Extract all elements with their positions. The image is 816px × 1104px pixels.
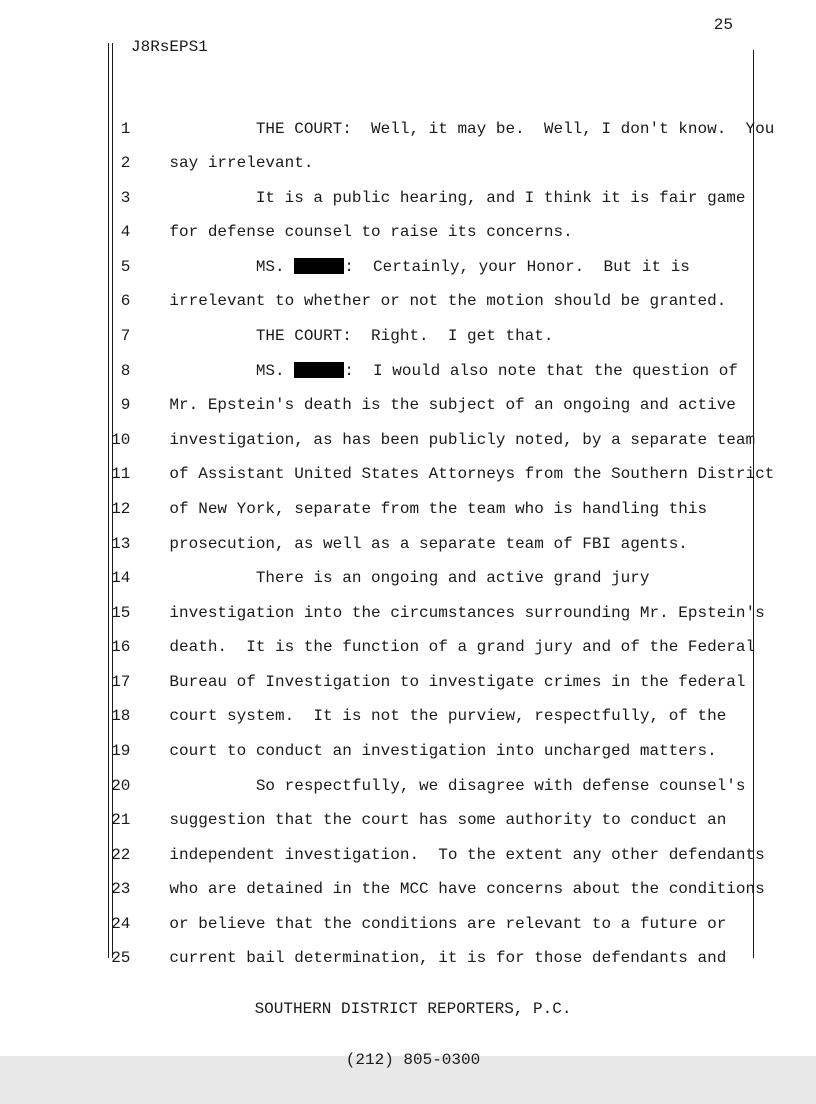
line-text: Mr. Epstein's death is the subject of an ongoing and active [169,396,736,415]
line-text: who are detained in the MCC have concerns about the conditions [169,880,765,899]
line-number: 11 [111,465,131,484]
line-text: investigation, as has been publicly noted, by a separate team [169,430,756,449]
line-text: court to conduct an investigation into uncharged matters. [169,741,717,760]
line-text: It is a public hearing, and I think it is fair game [169,188,746,207]
line-number: 8 [120,361,131,380]
line-number: 20 [111,776,131,795]
line-text: death. It is the function of a grand jury and of the Federal [169,638,756,657]
line-number: 6 [120,292,131,311]
line-number: 3 [120,188,131,207]
line-number: 17 [111,672,131,691]
redaction-box [294,258,344,274]
line-number: 24 [111,914,131,933]
line-number: 10 [111,430,131,449]
line-number: 18 [111,707,131,726]
line-text: MS. : I would also note that the question of [169,361,738,380]
line-text: of New York, separate from the team who is handling this [169,499,708,518]
line-number: 22 [111,845,131,864]
line-text: court system. It is not the purview, respectfully, of the [169,707,727,726]
line-number: 15 [111,603,131,622]
line-text: THE COURT: Right. I get that. [169,327,554,346]
line-text: There is an ongoing and active grand jury [169,569,650,588]
reporter-footer [10,966,816,1104]
line-text: Bureau of Investigation to investigate crimes in the federal [169,672,746,691]
line-text: prosecution, as well as a separate team of FBI agents. [169,534,688,553]
transcript-line [0,77,816,138]
line-number: 16 [111,638,131,657]
line-text: independent investigation. To the extent any other defendants [169,845,765,864]
line-text: of Assistant United States Attorneys from the Southern District [169,465,775,484]
line-number: 25 [111,949,131,968]
line-number: 14 [111,569,131,588]
line-text: say irrelevant. [169,154,314,173]
line-text: suggestion that the court has some authority to conduct an [169,811,727,830]
line-number: 12 [111,499,131,518]
line-number: 5 [120,257,131,276]
line-number: 7 [120,327,131,346]
line-number: 1 [120,119,131,138]
redaction-box [294,362,344,378]
line-text: or believe that the conditions are relevant to a future or [169,914,727,933]
line-text: current bail determination, it is for those defendants and [169,949,727,968]
line-number: 19 [111,741,131,760]
line-text: irrelevant to whether or not the motion should be granted. [169,292,727,311]
line-text: So respectfully, we disagree with defense counsel's [169,776,746,795]
line-number: 2 [120,154,131,173]
line-text: investigation into the circumstances surrounding Mr. Epstein's [169,603,765,622]
line-number: 23 [111,880,131,899]
transcript-id-header: J8RsEPS1 [131,38,208,56]
line-number: 21 [111,811,131,830]
line-number: 4 [120,223,131,242]
page-number: 25 [713,16,733,34]
line-text: THE COURT: Well, it may be. Well, I don't know. You [169,119,775,138]
reporter-phone: (212) 805-0300 [345,1051,481,1070]
line-number: 9 [120,396,131,415]
line-text: for defense counsel to raise its concerns. [169,223,573,242]
reporter-name: SOUTHERN DISTRICT REPORTERS, P.C. [254,999,572,1018]
line-text: MS. : Certainly, your Honor. But it is [169,257,690,276]
transcript-lines [0,77,816,968]
line-number: 13 [111,534,131,553]
